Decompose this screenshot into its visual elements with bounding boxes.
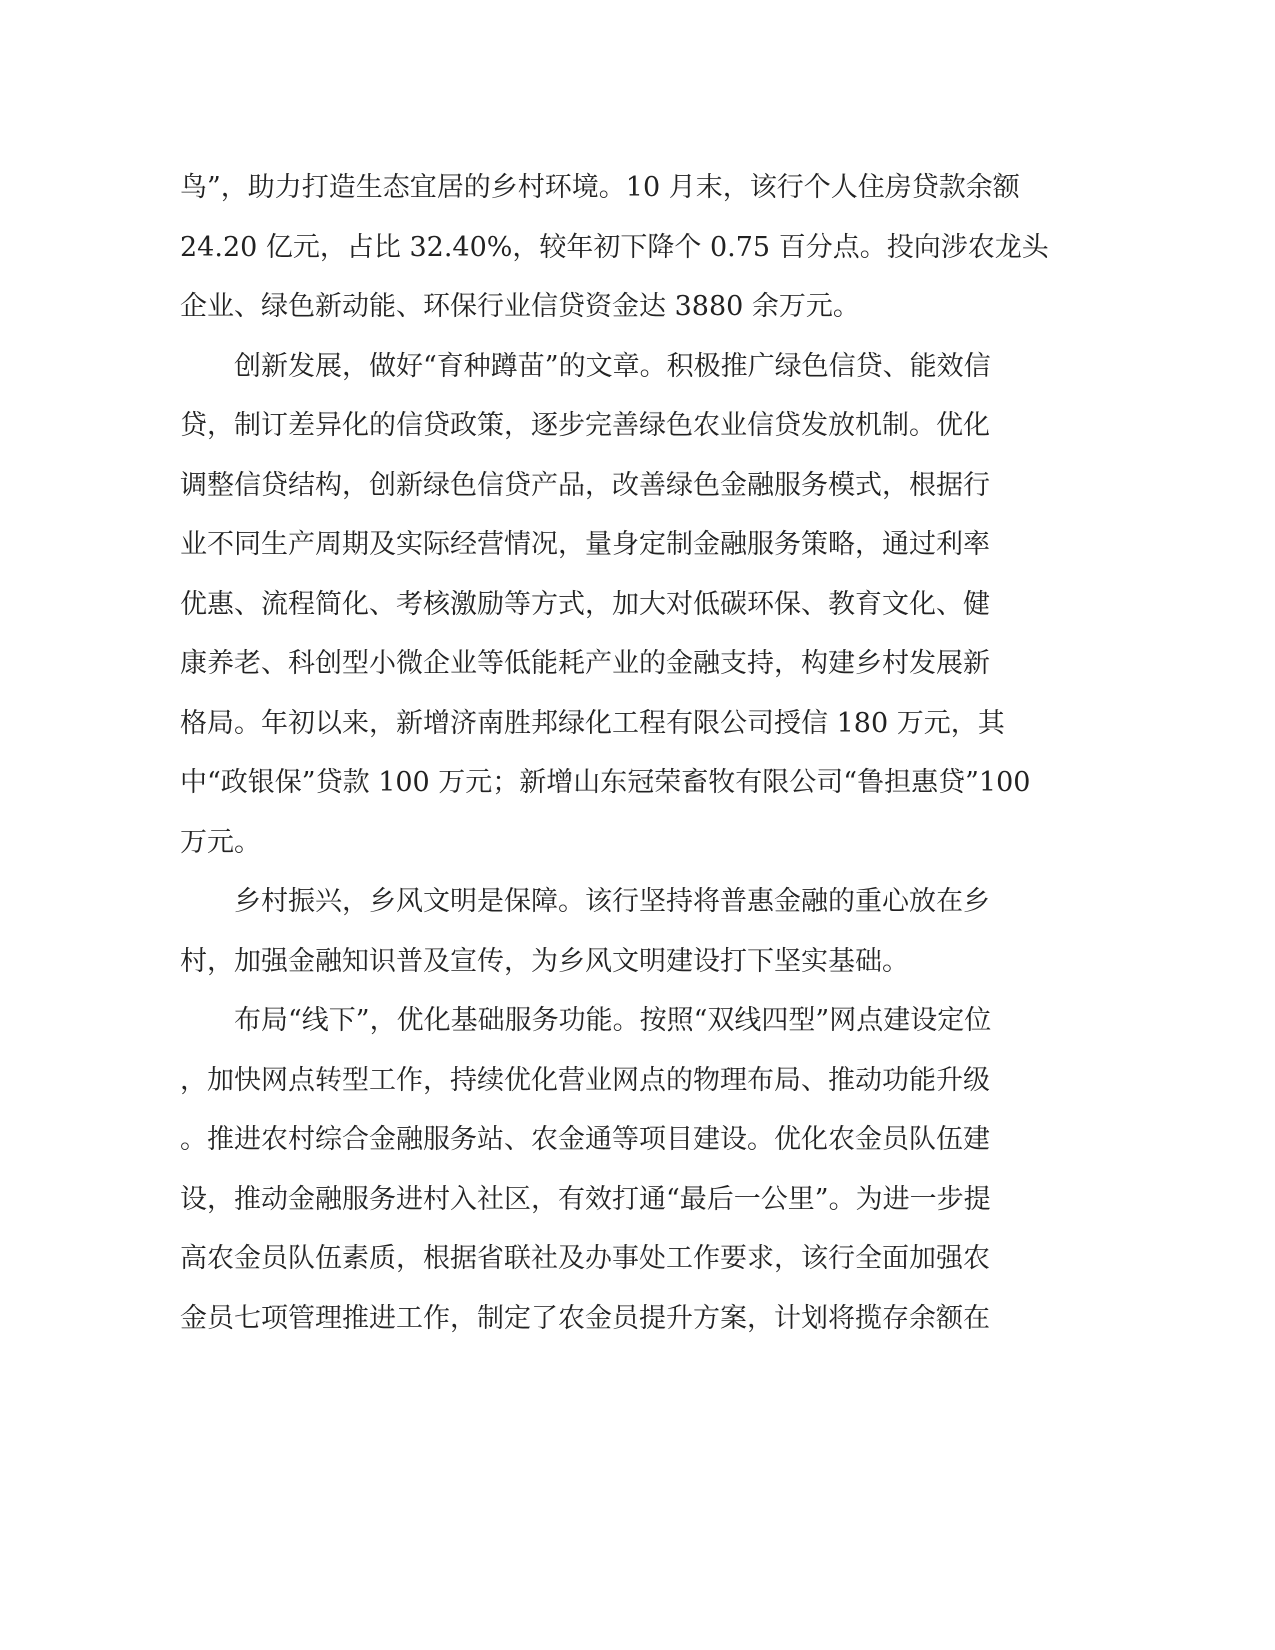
text-line: 康养老、科创型小微企业等低能耗产业的金融支持，构建乡村发展新 [180,648,990,679]
text-line: 24.20 亿元，占比 32.40%，较年初下降个 0.75 百分点。投向涉农龙头 [180,231,1049,263]
text-line: 万元。 [180,826,261,858]
text-line: 布局“线下”，优化基础服务功能。按照“双线四型”网点建设定位 [180,1005,992,1036]
text-line: 贷，制订差异化的信贷政策，逐步完善绿色农业信贷发放机制。优化 [180,410,990,441]
text-line: ，加快网点转型工作，持续优化营业网点的物理布局、推动功能升级 [180,1064,990,1096]
document-body [180,158,1050,1348]
text-line: 调整信贷结构，创新绿色信贷产品，改善绿色金融服务模式，根据行 [180,469,990,501]
text-line: 格局。年初以来，新增济南胜邦绿化工程有限公司授信 180 万元，其 [180,707,1005,739]
text-line: 鸟”，助力打造生态宜居的乡村环境。10 月末，该行个人住房贷款余额 [180,172,1020,203]
paragraph [180,158,1050,337]
text-line: 金员七项管理推进工作，制定了农金员提升方案，计划将揽存余额在 [180,1302,990,1334]
paragraph [180,991,1050,1348]
text-line: 村，加强金融知识普及宣传，为乡风文明建设打下坚实基础。 [180,945,909,977]
text-line: 。推进农村综合金融服务站、农金通等项目建设。优化农金员队伍建 [180,1124,990,1155]
text-line: 设，推动金融服务进村入社区，有效打通“最后一公里”。为进一步提 [180,1183,991,1215]
paragraph [180,872,1050,991]
text-line: 企业、绿色新动能、环保行业信贷资金达 3880 余万元。 [180,291,860,322]
text-line: 高农金员队伍素质，根据省联社及办事处工作要求，该行全面加强农 [180,1243,990,1274]
paragraph [180,337,1050,873]
text-line: 业不同生产周期及实际经营情况，量身定制金融服务策略，通过利率 [180,529,990,560]
text-line: 乡村振兴，乡风文明是保障。该行坚持将普惠金融的重心放在乡 [180,886,990,917]
text-line: 中“政银保”贷款 100 万元；新增山东冠荣畜牧有限公司“鲁担惠贷”100 [180,767,1031,798]
text-line: 创新发展，做好“育种蹲苗”的文章。积极推广绿色信贷、能效信 [180,350,991,382]
text-line: 优惠、流程简化、考核激励等方式，加大对低碳环保、教育文化、健 [180,588,990,620]
